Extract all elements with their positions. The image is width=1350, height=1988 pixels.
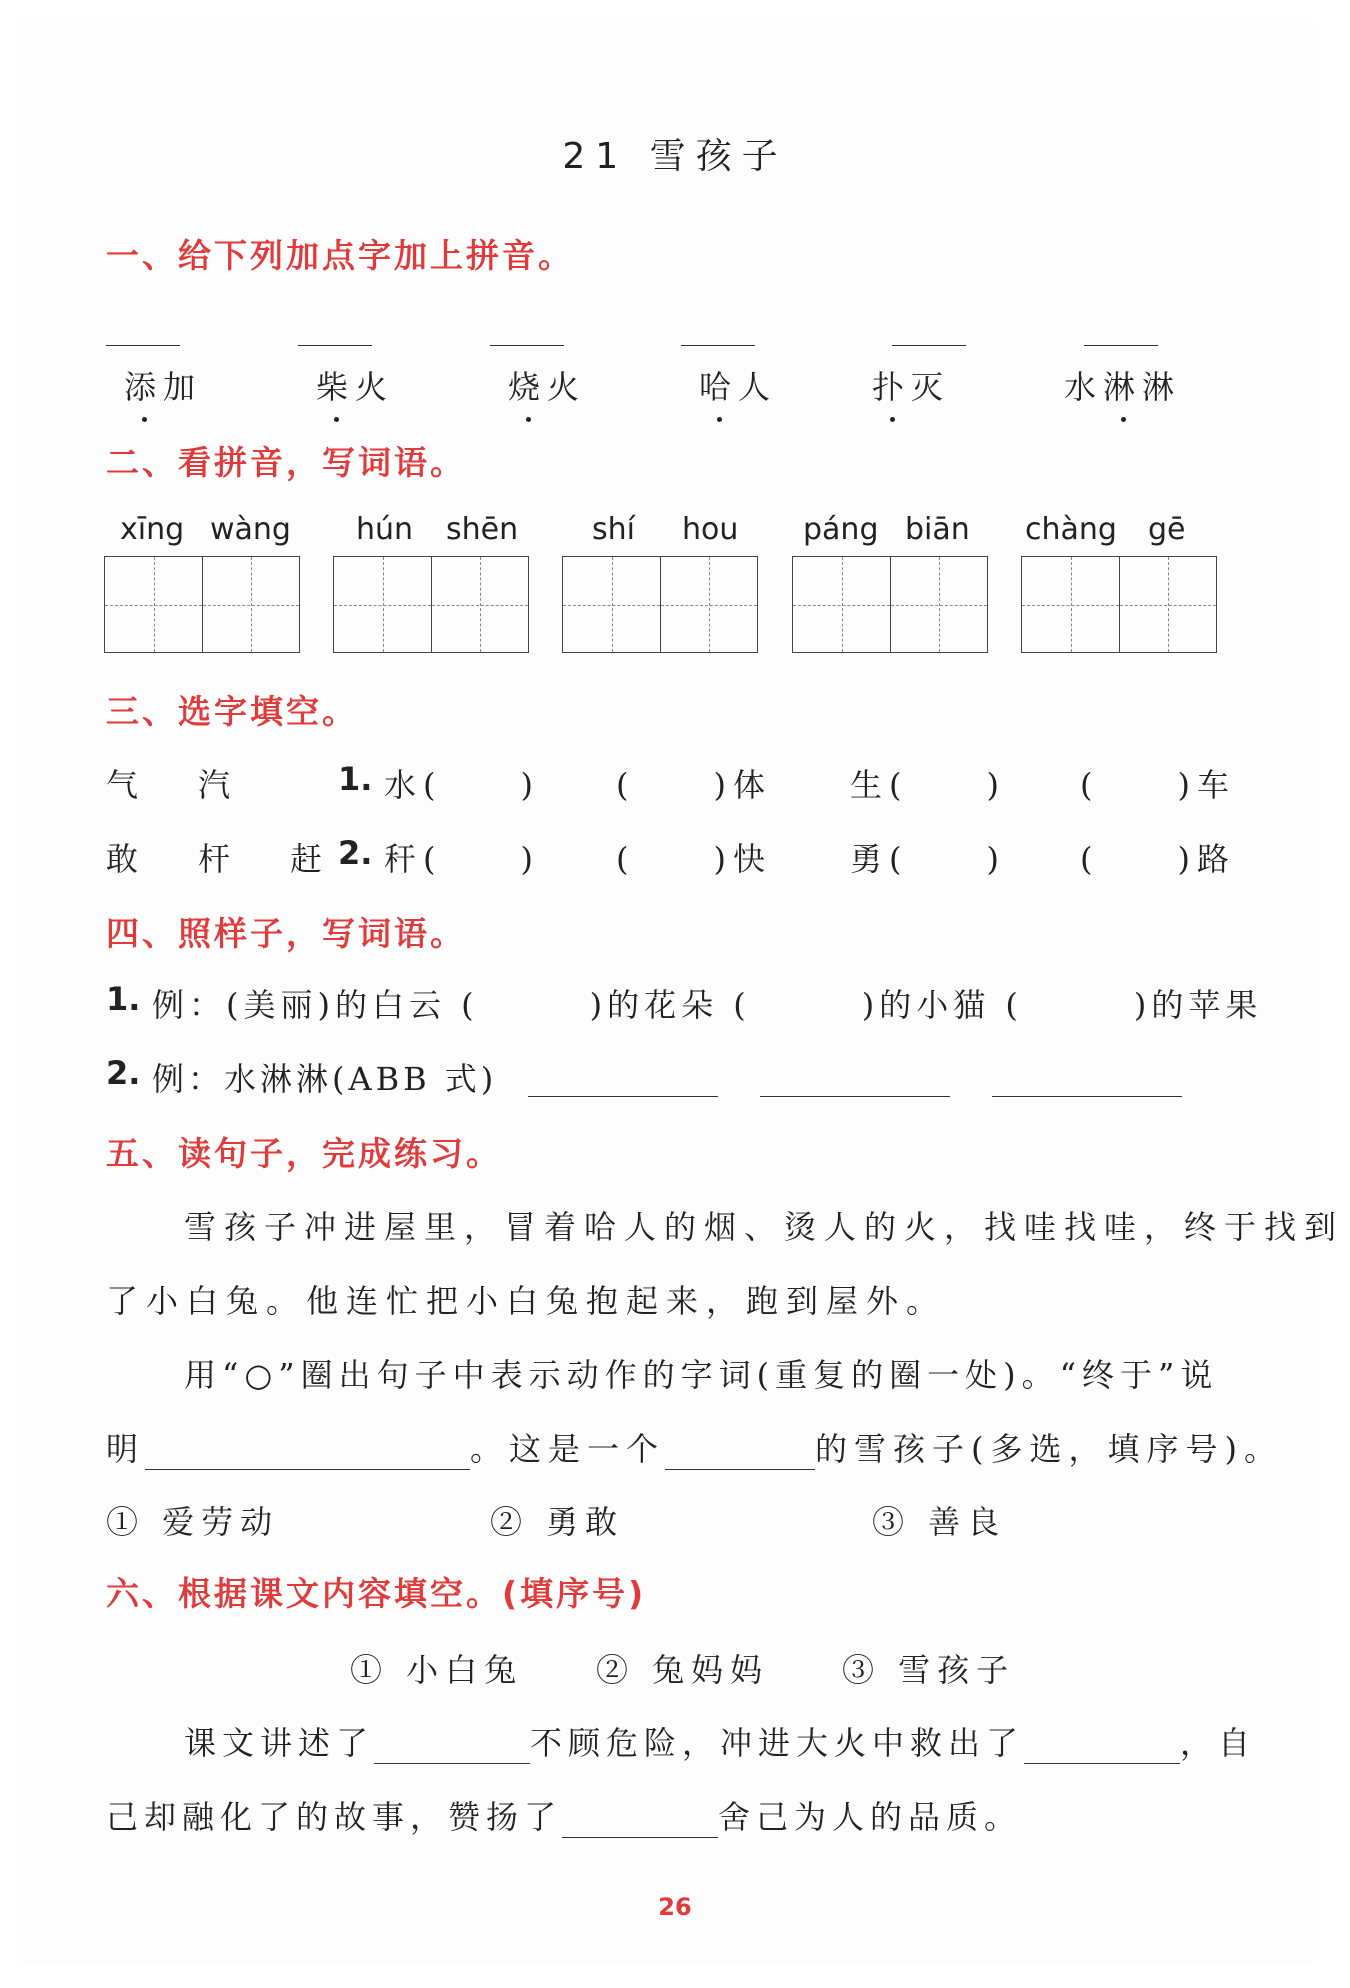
item-num-2: 2. (338, 834, 373, 872)
pinyin-blank-3[interactable] (490, 345, 564, 346)
question-line-1: 用“○”圈出句子中表示动作的字词(重复的圈一处)。“终于”说 (184, 1356, 1219, 1394)
fill-2d[interactable]: ( )路 (1080, 840, 1236, 878)
s5-option-2[interactable]: ② 勇敢 (490, 1503, 625, 1541)
explain-blank[interactable] (145, 1439, 470, 1470)
s6-blank-3[interactable] (562, 1807, 718, 1838)
pinyin-blank-5[interactable] (892, 345, 966, 346)
pinyin-1a: xīng (120, 512, 185, 547)
writing-grid-4[interactable] (792, 556, 988, 653)
section-2-heading: 二、看拼音，写词语。 (106, 443, 466, 482)
pinyin-2b: shēn (446, 512, 519, 547)
pinyin-4a: páng (803, 512, 879, 547)
trait-blank[interactable] (665, 1439, 815, 1470)
char-choice-2: 敢 杆 赶 (106, 840, 337, 878)
s6-blank-1[interactable] (374, 1733, 530, 1764)
writing-grid-3[interactable] (562, 556, 758, 653)
word-5: 扑灭 (872, 362, 950, 408)
word-3: 烧火 (508, 362, 586, 408)
section-4-heading: 四、照样子，写词语。 (106, 914, 466, 953)
pinyin-blank-4[interactable] (681, 345, 755, 346)
fill-2a[interactable]: 秆( ) (384, 840, 540, 878)
pinyin-5b: gē (1148, 512, 1186, 547)
fill-2c[interactable]: 勇( ) (850, 840, 1006, 878)
word-6: 水淋淋 (1064, 362, 1181, 408)
s5-option-3[interactable]: ③ 善良 (872, 1503, 1007, 1541)
page-title: 21 雪孩子 (562, 136, 788, 177)
section-6-heading: 六、根据课文内容填空。(填序号) (106, 1574, 647, 1613)
section-3-heading: 三、选字填空。 (106, 692, 358, 731)
abb-blank-2[interactable] (760, 1096, 950, 1097)
word-4: 哈人 (699, 362, 777, 408)
pinyin-blank-2[interactable] (298, 345, 372, 346)
s4-line-1[interactable]: 例：(美丽)的白云 ( )的花朵 ( )的小猫 ( )的苹果 (152, 986, 1263, 1024)
pinyin-2a: hún (356, 512, 414, 547)
char-choice-1: 气 汽 (106, 766, 245, 804)
word-1: 添加 (124, 362, 202, 408)
s6-option-3: ③ 雪孩子 (842, 1651, 1016, 1689)
question-line-2: 明 。这是一个 的雪孩子(多选，填序号)。 (106, 1430, 1284, 1468)
passage-line-1: 雪孩子冲进屋里，冒着哈人的烟、烫人的火，找哇找哇，终于找到 (184, 1208, 1345, 1246)
fill-1a[interactable]: 水( ) (384, 766, 540, 804)
fill-1b[interactable]: ( )体 (616, 766, 772, 804)
fill-2b[interactable]: ( )快 (616, 840, 772, 878)
s6-option-2: ② 兔妈妈 (596, 1651, 770, 1689)
pinyin-blank-1[interactable] (106, 345, 180, 346)
abb-blank-3[interactable] (992, 1096, 1182, 1097)
section-1-heading: 一、给下列加点字加上拼音。 (106, 236, 574, 275)
pinyin-5a: chàng (1025, 512, 1117, 547)
fill-1c[interactable]: 生( ) (850, 766, 1006, 804)
pinyin-3a: shí (592, 512, 635, 547)
s4-num-1: 1. (106, 980, 141, 1018)
s6-option-1: ① 小白兔 (350, 1651, 524, 1689)
fill-1d[interactable]: ( )车 (1080, 766, 1236, 804)
writing-grid-1[interactable] (104, 556, 300, 653)
writing-grid-5[interactable] (1021, 556, 1217, 653)
pinyin-1b: wàng (210, 512, 291, 547)
abb-blank-1[interactable] (528, 1096, 718, 1097)
pinyin-3b: hou (682, 512, 739, 547)
word-2: 柴火 (316, 362, 394, 408)
page-number: 26 (658, 1893, 692, 1921)
s5-option-1[interactable]: ① 爱劳动 (106, 1503, 280, 1541)
pinyin-4b: biān (905, 512, 970, 547)
passage-line-2: 了小白兔。他连忙把小白兔抱起来，跑到屋外。 (106, 1282, 947, 1320)
s6-line-1: 课文讲述了 不顾危险，冲进大火中救出了 ，自 (184, 1724, 1257, 1762)
s6-line-2: 己却融化了的故事，赞扬了 舍己为人的品质。 (106, 1798, 1023, 1836)
s6-blank-2[interactable] (1024, 1733, 1180, 1764)
item-num-1: 1. (338, 760, 373, 798)
s4-line-2: 例：水淋淋(ABB 式) (152, 1060, 498, 1098)
section-5-heading: 五、读句子，完成练习。 (106, 1134, 502, 1173)
writing-grid-2[interactable] (333, 556, 529, 653)
pinyin-blank-6[interactable] (1084, 345, 1158, 346)
s4-num-2: 2. (106, 1054, 141, 1092)
